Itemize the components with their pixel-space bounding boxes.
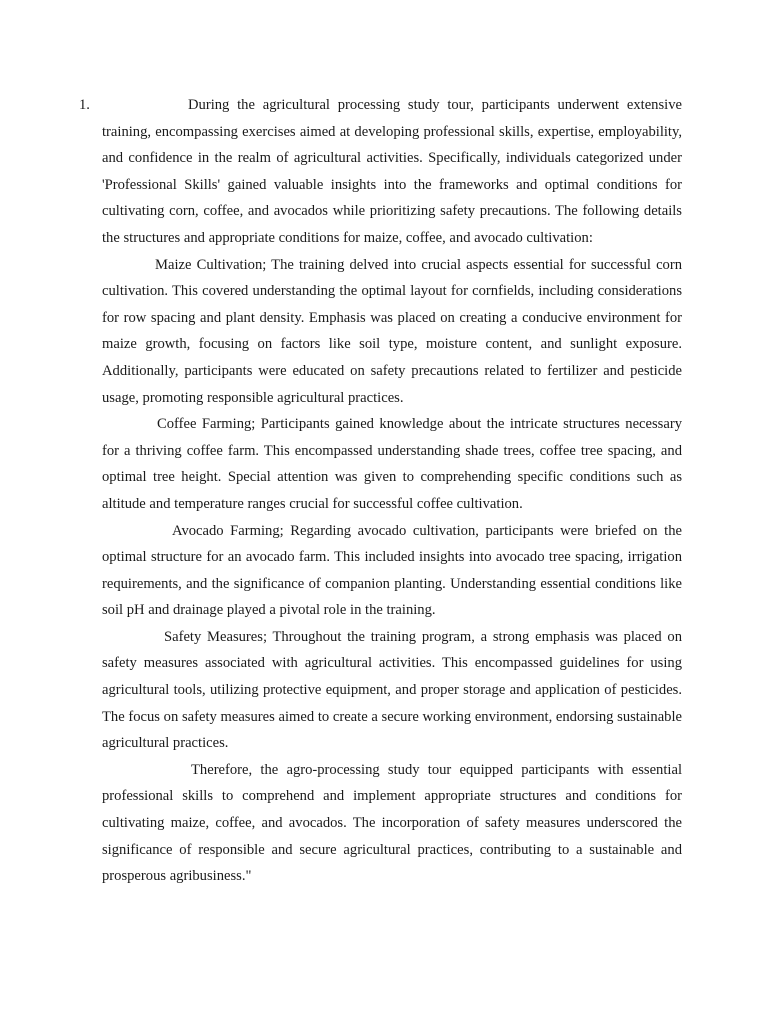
conclusion-paragraph: Therefore, the agro-processing study tour equipped participants with essential professional skills to comprehend and implement appropriate structures and conditions for cultivating maize, coffee, and avocados. The incorporation of safety measures underscored the significance of responsible and secure agricultural practices, contributing to a sustainable and prosperous agribusiness." — [102, 761, 682, 885]
coffee-farming-paragraph: Coffee Farming; Participants gained knowledge about the intricate structures necessary for a thriving coffee farm. This encompassed understanding shade trees, coffee tree spacing, and optimal tree height. Special attention was given to comprehending specific conditions such as altitude and temperature ranges crucial for successful coffee cultivation. — [102, 416, 682, 512]
document-body — [102, 92, 682, 890]
maize-cultivation-paragraph: Maize Cultivation; The training delved into crucial aspects essential for successful corn cultivation. This covered understanding the optimal layout for cornfields, including considerations for row spacing and plant density. Emphasis was placed on creating a conducive environment for maize growth, focusing on factors like soil type, moisture content, and sunlight exposure. Additionally, participants were educated on safety precautions related to fertilizer and pesticide usage, promoting responsible agricultural practices. — [102, 256, 682, 406]
intro-paragraph: During the agricultural processing study tour, participants underwent extensive training, encompassing exercises aimed at developing professional skills, expertise, employability, and confidence in the realm of agricultural activities. Specifically, individuals categorized under 'Professional Skills' gained valuable insights into the frameworks and optimal conditions for cultivating corn, coffee, and avocados while prioritizing safety precautions. The following details the structures and appropriate conditions for maize, coffee, and avocado cultivation: — [102, 97, 682, 246]
avocado-farming-paragraph: Avocado Farming; Regarding avocado cultivation, participants were briefed on the optimal structure for an avocado farm. This included insights into avocado tree spacing, irrigation requirements, and the significance of companion planting. Understanding essential conditions like soil pH and drainage played a pivotal role in the training. — [102, 522, 682, 619]
safety-measures-paragraph: Safety Measures; Throughout the training program, a strong emphasis was placed on safety measures associated with agricultural activities. This encompassed guidelines for using agricultural tools, utilizing protective equipment, and proper storage and application of pesticides. The focus on safety measures aimed to create a secure working environment, endorsing sustainable agricultural practices. — [102, 628, 682, 752]
list-item-number: 1. — [79, 97, 90, 113]
